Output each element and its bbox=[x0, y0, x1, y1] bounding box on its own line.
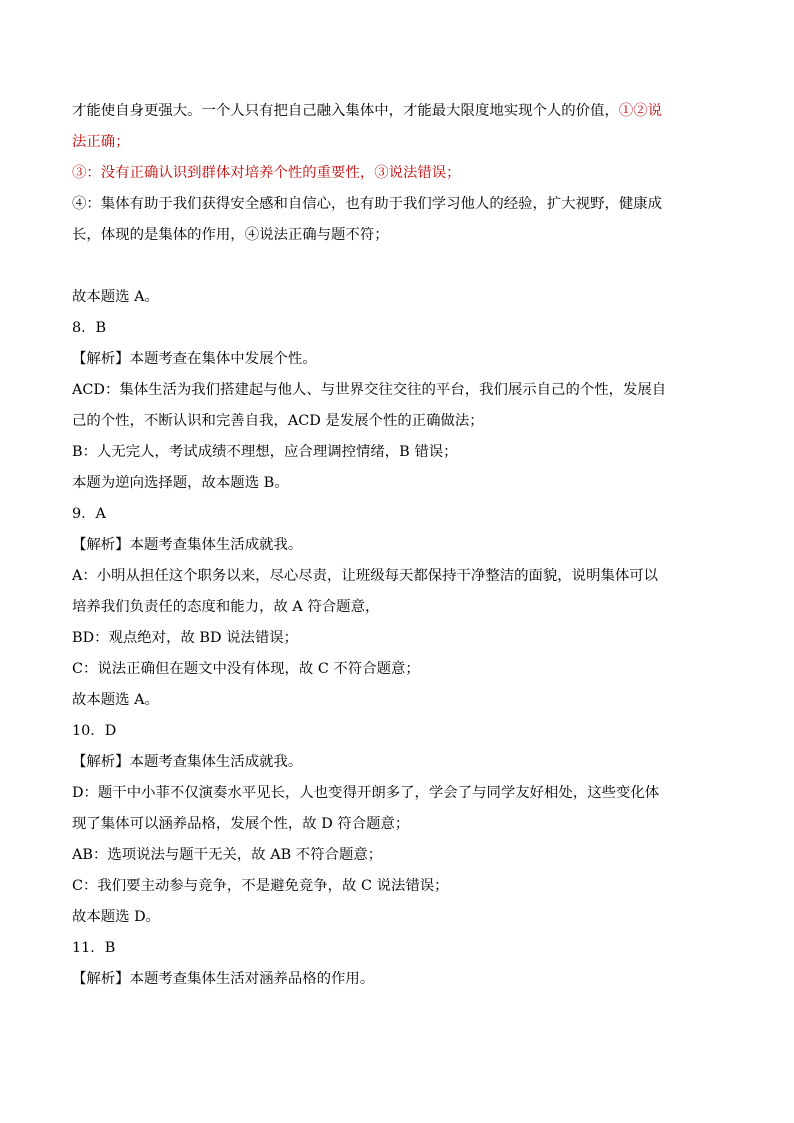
text-line-11: 己的个性，不断认识和完善自我，ACD 是发展个性的正确做法； bbox=[72, 413, 484, 429]
text-line-10: ACD：集体生活为我们搭建起与他人、与世界交往交往的平台，我们展示自己的个性，发展自 bbox=[72, 382, 667, 398]
text-line-26: C：我们要主动参与竞争，不是避免竞争，故 C 说法错误； bbox=[72, 878, 449, 894]
text-line-12: B：人无完人，考试成绩不理想，应合理调控情绪，B 错误； bbox=[72, 444, 458, 460]
text-line-23: D：题干中小菲不仅演奏水平见长，人也变得开朗多了，学会了与同学友好相处，这些变化体 bbox=[72, 785, 660, 801]
text-line-24: 现了集体可以涵养品格，发展个性，故 D 符合题意； bbox=[72, 816, 410, 832]
answer-line-8: 本题为逆向选择题，故本题选 B。 bbox=[72, 475, 289, 491]
text-line-1 bbox=[72, 96, 724, 127]
text-line-16: A：小明从担任这个职务以来，尽心尽责，让班级每天都保持干净整洁的面貌，说明集体可以 bbox=[72, 568, 659, 584]
text-line-2: 法正确； bbox=[72, 134, 130, 150]
analysis-10: 【解析】本题考查集体生活成就我。 bbox=[72, 754, 303, 770]
text-line-1-main: 才能使自身更强大。一个人只有把自己融入集体中，才能最大限度地实现个人的价值， bbox=[72, 103, 619, 119]
blank-line bbox=[72, 251, 724, 282]
answer-line-9: 故本题选 A。 bbox=[72, 692, 159, 708]
text-line-3: ③：没有正确认识到群体对培养个性的重要性，③说法错误； bbox=[72, 165, 461, 181]
question-number-11: 11．B bbox=[72, 940, 116, 956]
answer-line-7: 故本题选 A。 bbox=[72, 289, 159, 305]
document-body bbox=[72, 96, 724, 995]
text-line-1-marker: ①②说 bbox=[618, 103, 663, 119]
analysis-9: 【解析】本题考查集体生活成就我。 bbox=[72, 537, 303, 553]
text-line-4: ④：集体有助于我们获得安全感和自信心，也有助于我们学习他人的经验，扩大视野，健康成 bbox=[72, 196, 663, 212]
text-line-5: 长，体现的是集体的作用，④说法正确与题不符； bbox=[72, 227, 389, 243]
text-line-19: C：说法正确但在题文中没有体现，故 C 不符合题意； bbox=[72, 661, 420, 677]
text-line-17: 培养我们负责任的态度和能力，故 A 符合题意， bbox=[72, 599, 380, 615]
analysis-11: 【解析】本题考查集体生活对涵养品格的作用。 bbox=[72, 971, 375, 987]
question-number-8: 8．B bbox=[72, 320, 107, 336]
text-line-25: AB：选项说法与题干无关，故 AB 不符合题意； bbox=[72, 847, 383, 863]
question-number-9: 9．A bbox=[72, 506, 106, 522]
answer-line-10: 故本题选 D。 bbox=[72, 909, 161, 925]
text-line-18: BD：观点绝对，故 BD 说法错误； bbox=[72, 630, 299, 646]
question-number-10: 10．D bbox=[72, 723, 117, 739]
analysis-8: 【解析】本题考查在集体中发展个性。 bbox=[72, 351, 317, 367]
